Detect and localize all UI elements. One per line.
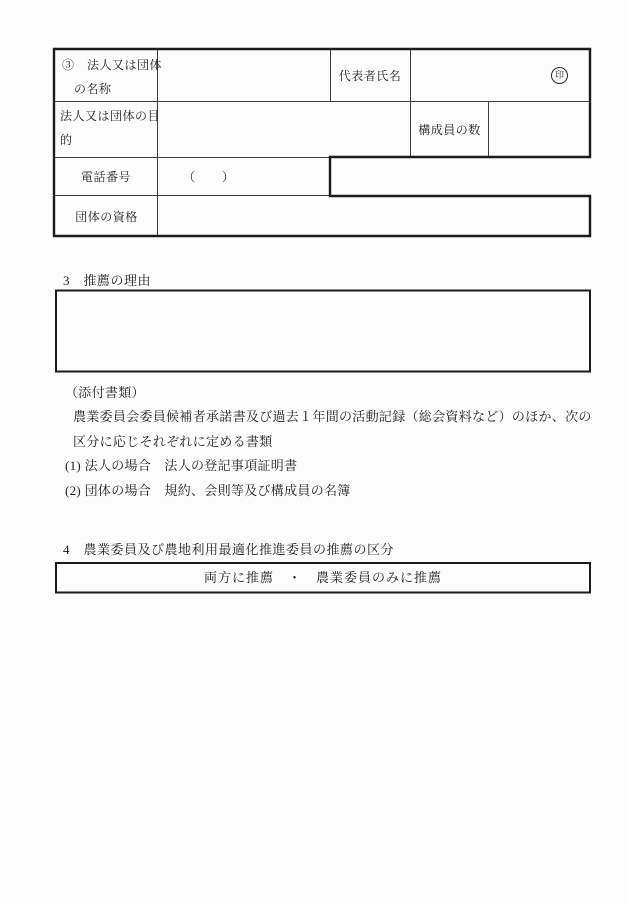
phone-number-label: 電話番号 xyxy=(80,170,131,184)
org-purpose-label-line2: 的 xyxy=(60,133,73,147)
attachments-item-corporation: (1) 法人の場合 法人の登記事項証明書 xyxy=(65,458,298,473)
attachments-body-line2: 区分に応じそれぞれに定める書類 xyxy=(73,434,273,449)
representative-name-label: 代表者氏名 xyxy=(338,69,402,83)
org-qualification-field[interactable] xyxy=(160,198,588,234)
phone-number-value: （ ） xyxy=(183,170,236,184)
phone-number-field[interactable] xyxy=(159,158,328,195)
org-qualification-label: 団体の資格 xyxy=(75,209,138,224)
org-name-label-line2: の名称 xyxy=(74,82,112,96)
recommendation-category-selector[interactable]: 両方に推薦 ・ 農業委員のみに推薦 xyxy=(203,570,442,585)
section3-heading: 3 推薦の理由 xyxy=(63,273,152,288)
attachments-title: （添付書類） xyxy=(65,385,145,400)
org-purpose-field[interactable] xyxy=(159,103,408,155)
members-count-label: 構成員の数 xyxy=(418,122,481,137)
org-purpose-label xyxy=(60,104,160,152)
org-name-label-line1: ③ 法人又は団体 xyxy=(62,58,163,72)
members-count-field[interactable] xyxy=(490,103,588,155)
representative-name-field[interactable] xyxy=(412,51,588,99)
recommendation-reason-field[interactable] xyxy=(58,292,588,369)
org-name-label xyxy=(62,53,162,101)
org-purpose-label-line1: 法人又は団体の目 xyxy=(60,109,161,123)
attachments-item-organization: (2) 団体の場合 規約、会則等及び構成員の名簿 xyxy=(65,483,351,498)
org-name-field[interactable] xyxy=(159,51,328,99)
seal-icon: 印 xyxy=(551,67,568,84)
attachments-body-line1: 農業委員会委員候補者承諾書及び過去１年間の活動記録（総会資料など）のほか、次の xyxy=(73,409,592,424)
section4-heading: 4 農業委員及び農地利用最適化推進委員の推薦の区分 xyxy=(63,542,395,557)
